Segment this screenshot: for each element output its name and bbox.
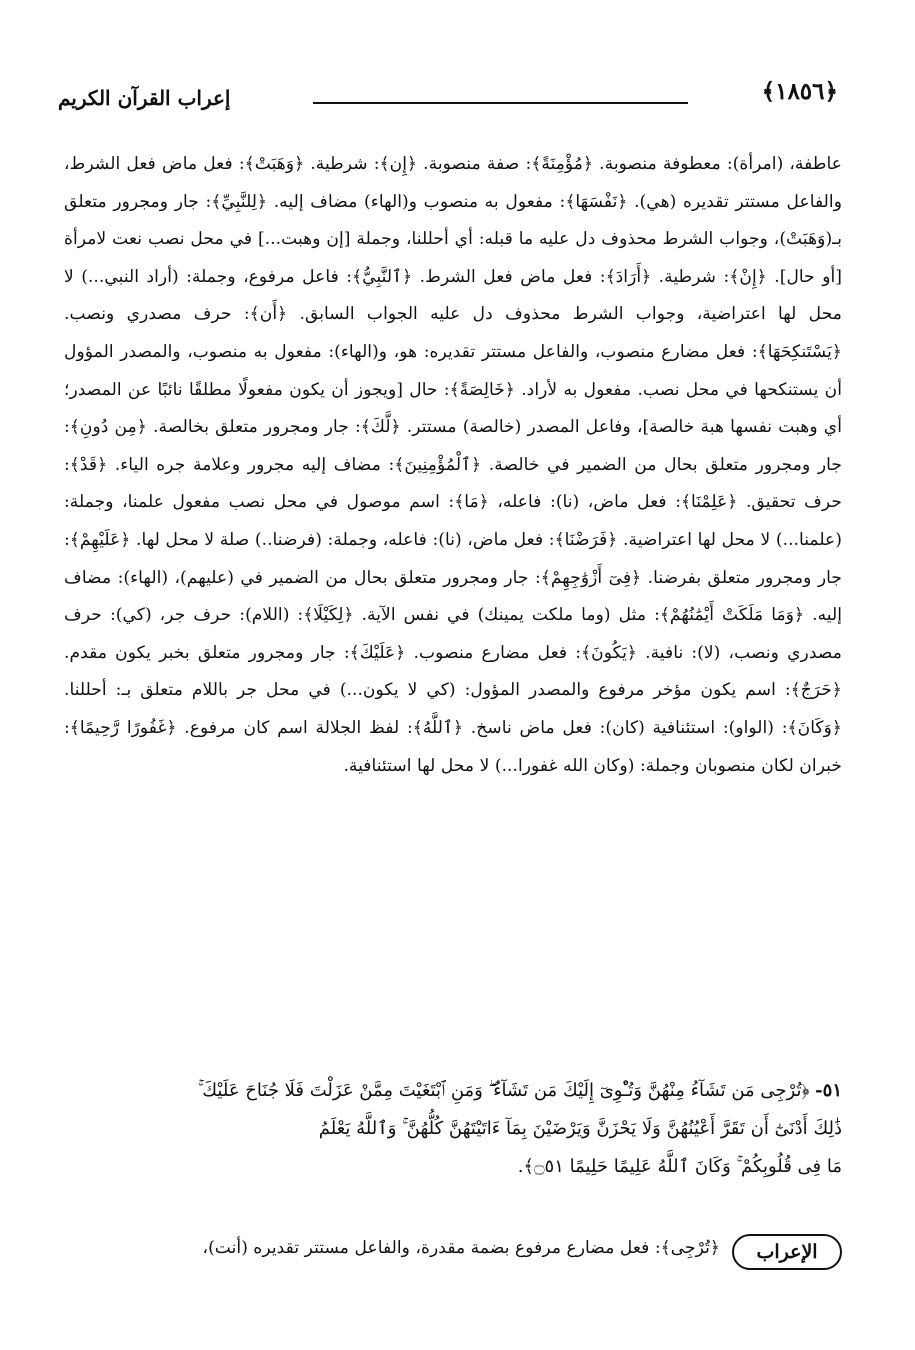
verse-line: ذَٰلِكَ أَدْنَىٰٓ أَن تَقَرَّ أَعْيُنُهُنَّ وَلَا يَحْزَنَّ وَيَرْضَيْنَ بِمَآ ءَاتَيْتَهُنَّ كُلُّهُنَّ ۚ وَٱللَّهُ يَعْلَمُ [318, 1118, 842, 1139]
quran-verse [60, 1072, 842, 1186]
header-rule [313, 102, 688, 104]
verse-line [60, 1072, 842, 1110]
page-number: ﴿١٨٥٦﴾ [761, 78, 838, 105]
irab-text: ﴿تُرْجِى﴾: فعل مضارع مرفوع بضمة مقدرة، والفاعل مستتر تقديره (أنت)، [202, 1238, 720, 1258]
page-header [58, 78, 838, 122]
verse-number: ٥١- [815, 1080, 842, 1101]
verse-line: مَا فِى قُلُوبِكُمْ ۚ وَكَانَ ٱللَّهُ عَلِيمًا حَلِيمًا ۝٥١﴾. [517, 1156, 842, 1177]
book-title: إعراب القرآن الكريم [58, 86, 231, 110]
verse-text: ﴿تُرْجِى مَن تَشَآءُ مِنْهُنَّ وَتُـْٔوِىٓ إِلَيْكَ مَن تَشَآءُ ۖ وَمَنِ ٱبْتَغَيْتَ مِمَّنْ عَزَلْتَ فَلَا جُنَاحَ عَلَيْكَ ۚ [197, 1080, 810, 1101]
commentary-text [64, 146, 842, 785]
commentary-paragraph: عاطفة، (امرأة): معطوفة منصوبة. ﴿مُؤْمِنَةً﴾: صفة منصوبة. ﴿إِن﴾: شرطية. ﴿وَهَبَتْ﴾: فعل ماض فعل الشرط، والفاعل مستتر تقديره (هي). ﴿نَفْسَهَا﴾: مفعول به منصوب و(الهاء) مضاف إليه. ﴿لِلنَّبِيِّ﴾: جار ومجرور متعلق بـ(وَهَبَتْ)، وجواب الشرط محذوف دل عليه ما قبله: أي أحللنا، وجملة [إن وهبت...] في محل نصب نعت لامرأة [أو حال]. ﴿إِنْ﴾: شرطية. ﴿أَرَادَ﴾: فعل ماض فعل الشرط. ﴿ٱلنَّبِيُّ﴾: فاعل مرفوع، وجملة: (أراد النبي...) لا محل لها اعتراضية، وجواب الشرط محذوف دل عليه الجواب السابق. ﴿أَن﴾: حرف مصدري ونصب. ﴿يَسْتَنكِحَهَا﴾: فعل مضارع منصوب، والفاعل مستتر تقديره: هو، و(الهاء): مفعول به منصوب، والمصدر المؤول أن يستنكحها في محل نصب. مفعول به لأراد. ﴿خَالِصَةً﴾: حال [ويجوز أن يكون مفعولًا مطلقًا نائبًا عن المصدر؛ أي وهبت نفسها هبة خالصة]، وفاعل المصدر (خالصة) مستتر. ﴿لَّكَ﴾: جار ومجرور متعلق بخالصة. ﴿مِن دُونِ﴾: جار ومجرور متعلق بحال من الضمير في خالصة. ﴿ٱلْمُؤْمِنِينَ﴾: مضاف إليه مجرور وعلامة جره الياء. ﴿قَدْ﴾: حرف تحقيق. ﴿عَلِمْنَا﴾: فعل ماض، (نا): فاعله، ﴿مَا﴾: اسم موصول في محل نصب مفعول علمنا، وجملة: (علمنا...) لا محل لها اعتراضية. ﴿فَرَضْنَا﴾: فعل ماض، (نا): فاعله، وجملة: (فرضنا..) صلة لا محل لها. ﴿عَلَيْهِمْ﴾: جار ومجرور متعلق بفرضنا. ﴿فِىٓ أَزْوَٰجِهِمْ﴾: جار ومجرور متعلق بحال من الضمير في (عليهم)، (الهاء): مضاف إليه. ﴿وَمَا مَلَكَتْ أَيْمَٰنُهُمْ﴾: مثل (وما ملكت يمينك) في نفس الآية. ﴿لِكَيْلَا﴾: (اللام): حرف جر، (كي): حرف مصدري ونصب، (لا): نافية. ﴿يَكُونَ﴾: فعل مضارع منصوب. ﴿عَلَيْكَ﴾: جار ومجرور متعلق بخبر يكون مقدم. ﴿حَرَجٌ﴾: اسم يكون مؤخر مرفوع والمصدر المؤول: (كي لا يكون...) في محل جر باللام متعلق بـ: أحللنا. ﴿وَكَانَ﴾: (الواو): استئنافية (كان): فعل ماض ناسخ. ﴿ٱللَّهُ﴾: لفظ الجلالة اسم كان مرفوع. ﴿غَفُورًا رَّحِيمًا﴾: خبران لكان منصوبان وجملة: (وكان الله غفورا...) لا محل لها استئنافية. [64, 154, 842, 776]
irab-badge: الإعراب [732, 1234, 842, 1270]
irab-section [64, 1230, 842, 1280]
